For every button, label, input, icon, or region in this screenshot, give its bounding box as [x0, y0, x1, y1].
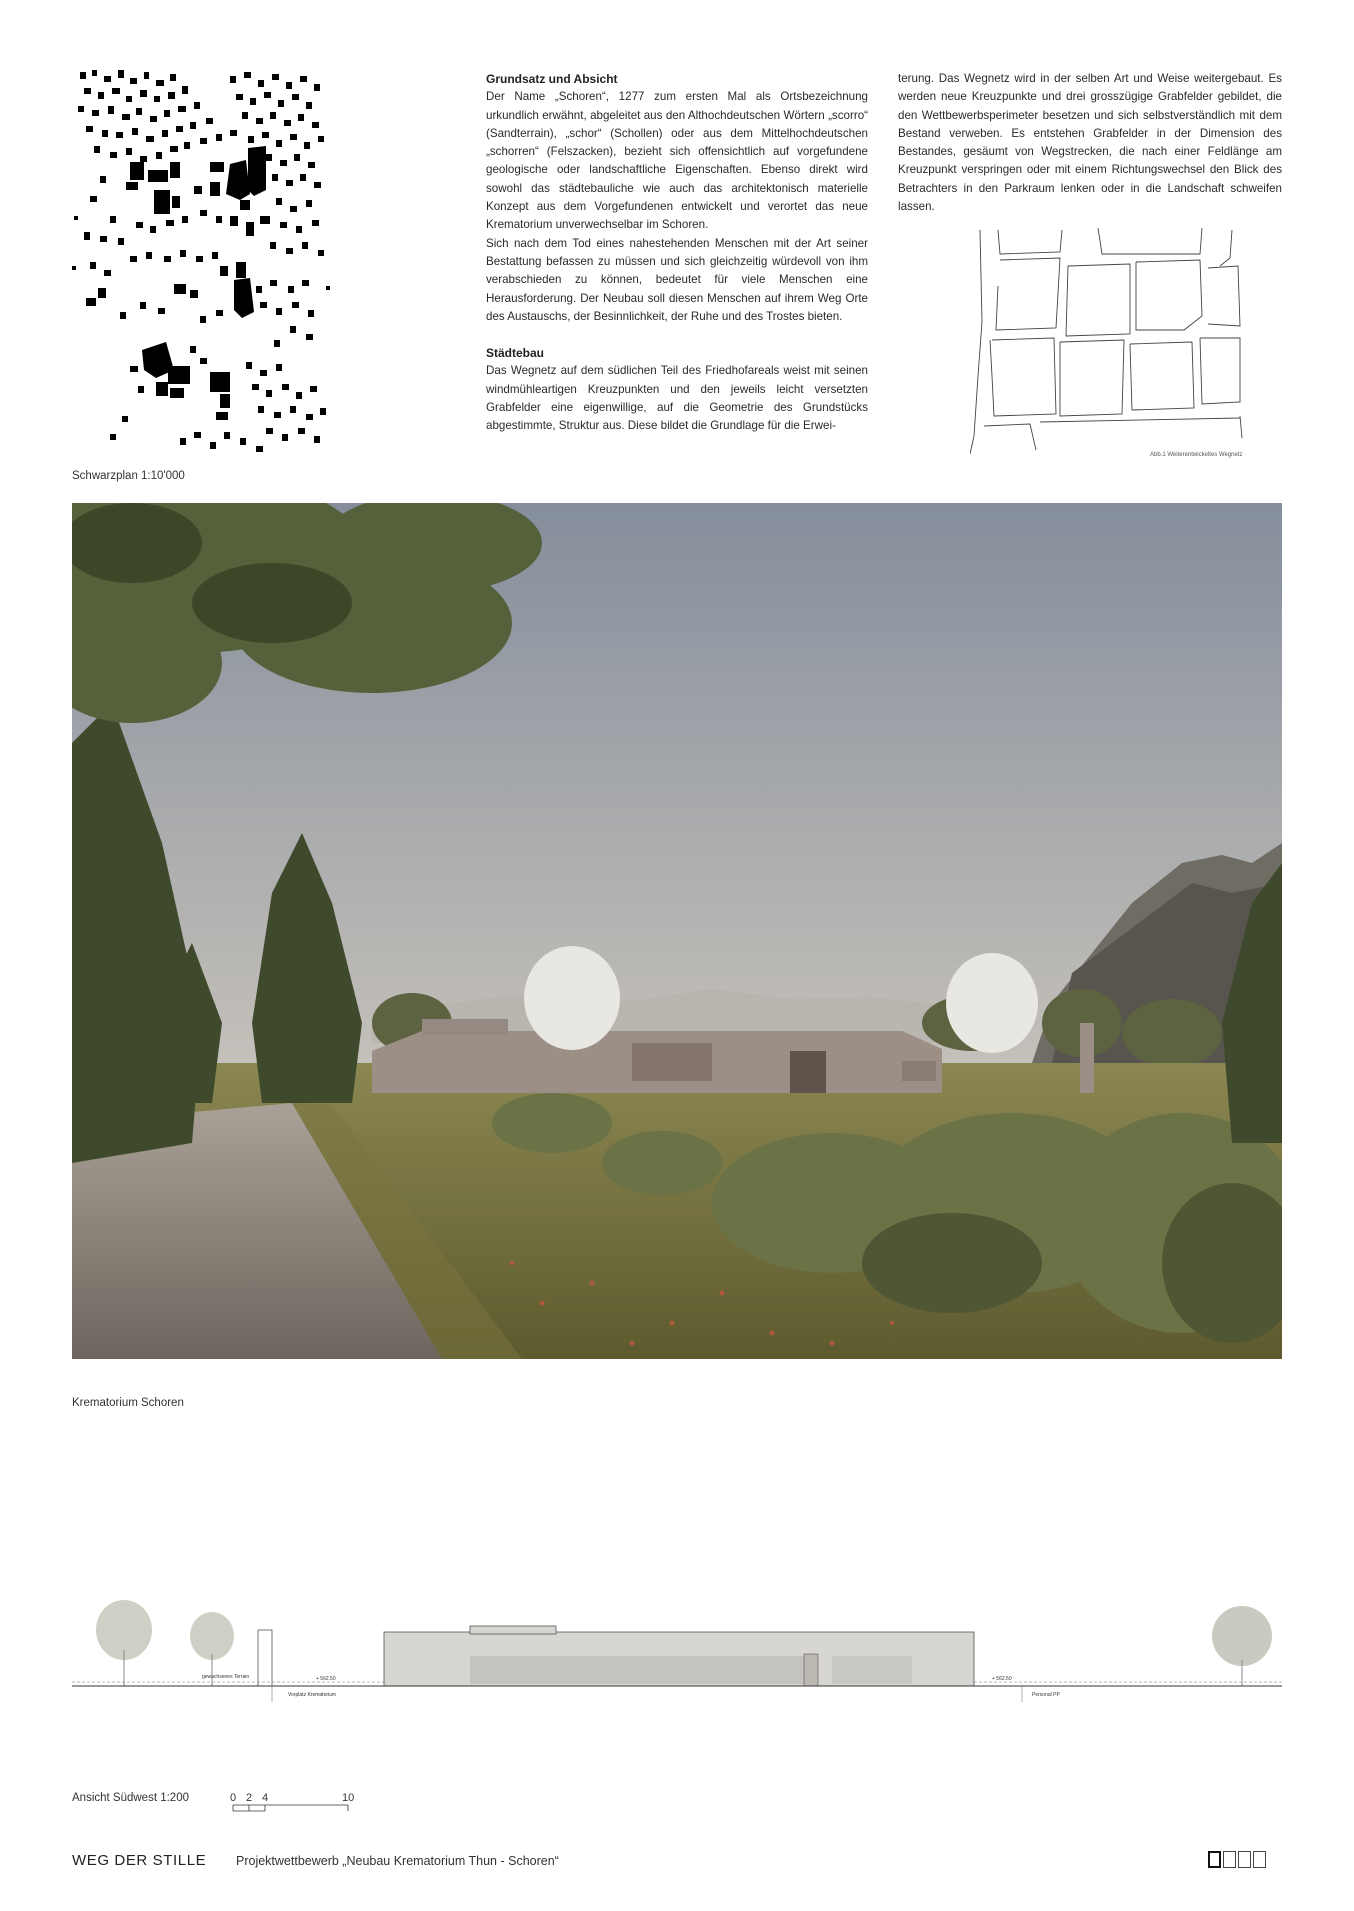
- wegnetz-diagram: [970, 226, 1290, 454]
- text-column-left: [486, 70, 868, 436]
- heading-grundsatz: Grundsatz und Absicht: [486, 72, 618, 86]
- project-title: WEG DER STILLE: [72, 1852, 207, 1869]
- label-personal: Personal PP: [1032, 1692, 1060, 1698]
- sheet-1-indicator: [1208, 1851, 1221, 1868]
- elevation-caption: Ansicht Südwest 1:200: [72, 1792, 189, 1804]
- elevation-drawing: [72, 1590, 1282, 1710]
- sheet-2-indicator: [1223, 1851, 1236, 1868]
- schwarzplan-figure: [70, 66, 330, 458]
- text-column-right: [898, 70, 1282, 216]
- sheet-4-indicator: [1253, 1851, 1266, 1868]
- scale-tick-2: 2: [246, 1792, 253, 1804]
- scale-tick-4: 4: [262, 1792, 269, 1804]
- schwarzplan-caption: Schwarzplan 1:10'000: [72, 470, 185, 482]
- label-level-right: + 562.50: [992, 1676, 1012, 1682]
- project-subtitle: Projektwettbewerb „Neubau Krematorium Thun - Schoren“: [236, 1854, 559, 1868]
- scale-bar-graphic: [230, 1791, 365, 1815]
- label-level-left: + 562.50: [316, 1676, 336, 1682]
- heading-staedtebau: Städtebau: [486, 346, 545, 361]
- wegnetz-plan: [970, 226, 1290, 454]
- scale-tick-0: 0: [230, 1792, 237, 1804]
- krematorium-rendering: [72, 503, 1282, 1359]
- paragraph-erweiterung: terung. Das Wegnetz wird in der selben Art und Weise weitergebaut. Es werden neue Kreuzpunkte und drei grosszügige Grabfelder gebildet, die den Wettbewerbsperimeter besetzen und sich selbstverständlich mit dem Bestand verweben. Es entstehen Grabfelder in der Dimension des Bestandes, gesäumt von Wegstrecken, die nach einer Feldlänge am Kreuzpunkt verspringen oder mit einem Richtungswechsel den Blick des Betrachters in den Parkraum lenken oder in die Landschaft schweifen lassen.: [898, 72, 1282, 214]
- paragraph-name-schoren: Der Name „Schoren“, 1277 zum ersten Mal als Ortsbezeichnung urkundlich erwähnt, abgeleitet aus den Althochdeutschen Wörtern „scorro“ (Sandterrain), „schor“ (Schollen) oder aus dem Mittelhochdeutschen „schorren“ (Felszacken), bezieht sich offensichtlich auf vorgefundene geologische oder landschaftliche Eigenschaften. Ebenso direkt wird sowohl das städtebauliche wie auch das architektonisch materielle Konzept aus dem Vorgefundenen entwickelt und verortet das neue Krematorium unverwechselbar im Schoren.: [486, 90, 868, 232]
- rendering-caption: Krematorium Schoren: [72, 1397, 184, 1409]
- label-terrain: gewachsenes Terrain: [202, 1674, 250, 1680]
- paragraph-wegnetz: Das Wegnetz auf dem südlichen Teil des Friedhofareals weist mit seinen windmühleartigen Kreuzpunkten und den jeweils leicht versetzten Grabfelder eine eigenwillige, auf die Geometrie des Grundstücks abgestimmte, Struktur aus. Diese bildet die Grundlage für die Erwei-: [486, 364, 868, 433]
- label-vorplatz: Vorplatz Krematorium: [288, 1692, 337, 1698]
- scale-bar: [230, 1791, 365, 1815]
- paragraph-bestattung: Sich nach dem Tod eines nahestehenden Menschen mit der Art seiner Bestattung befassen zu müssen und sich gleichzeitig würdevoll von ihm verabschieden zu können, bedeutet für viele Menschen eine Herausforderung. Der Neubau soll diesen Menschen auf ihrem Weg Orte des Austauschs, der Besinnlichkeit, der Ruhe und des Trostes bieten.: [486, 236, 868, 323]
- wegnetz-caption: Abb.1 Weiterentwickeltes Wegnetz: [1150, 452, 1243, 458]
- sheet-indicator: [1208, 1851, 1268, 1868]
- sheet-3-indicator: [1238, 1851, 1251, 1868]
- rendering-image: [72, 503, 1282, 1359]
- scale-tick-10: 10: [342, 1792, 355, 1804]
- elevation-southwest: [72, 1590, 1282, 1710]
- schwarzplan-map: [70, 66, 330, 458]
